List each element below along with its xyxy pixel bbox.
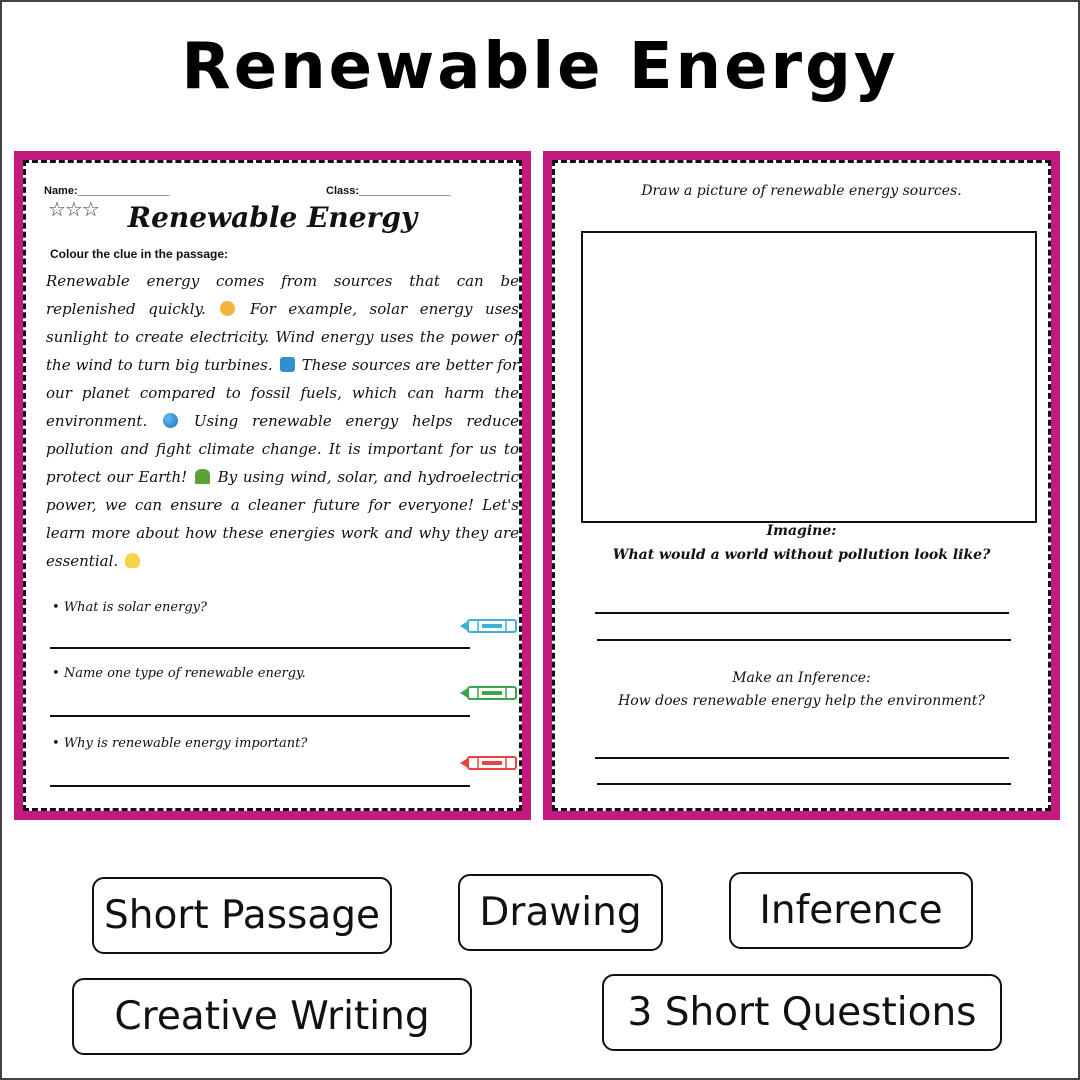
- writing-line[interactable]: [597, 639, 1011, 641]
- passage-sentence: Renewable energy comes from sources that can be replenished quickly.: [46, 272, 519, 318]
- reading-passage: [46, 267, 519, 575]
- question-2-text: Name one type of renewable energy.: [63, 666, 306, 681]
- draw-prompt: Draw a picture of renewable energy sources.: [641, 183, 962, 199]
- earth-icon: [163, 413, 178, 428]
- question-1: • What is solar energy?: [52, 600, 207, 615]
- page-inner-border: [552, 160, 1051, 811]
- question-1-text: What is solar energy?: [63, 600, 207, 615]
- passage-sentence: By using wind, solar, and hydroelectric power, we can ensure a cleaner future for everyone! Let's learn more about how these energies work and why they are essential.: [46, 468, 519, 570]
- question-3: • Why is renewable energy important?: [52, 736, 308, 751]
- passage-sentence: These sources are better for our planet compared to fossil fuels, which can harm the environment.: [46, 356, 519, 430]
- writing-line[interactable]: [595, 757, 1009, 759]
- crayon-green-icon: [460, 685, 518, 701]
- worksheet-page-passage: [14, 151, 531, 820]
- answer-line-2[interactable]: [50, 715, 470, 717]
- sun-icon: [220, 301, 235, 316]
- drawing-box[interactable]: [581, 231, 1037, 523]
- imagine-question: What would a world without pollution look like?: [612, 547, 991, 563]
- name-field: Name:_______________: [44, 185, 170, 197]
- tag-short-passage: Short Passage: [92, 877, 392, 954]
- crayon-blue-icon: [460, 618, 518, 634]
- crayon-red-icon: [460, 755, 518, 771]
- inference-label: Make an Inference:: [732, 670, 871, 686]
- seedling-icon: [195, 469, 210, 484]
- star-rating-icon: ☆☆☆: [48, 199, 99, 221]
- tag-inference: Inference: [729, 872, 973, 949]
- question-3-text: Why is renewable energy important?: [63, 736, 308, 751]
- passage-sentence: For example, solar energy uses sunlight to create electricity. Wind energy uses the power of the wind to turn big turbines.: [46, 300, 519, 374]
- writing-line[interactable]: [595, 612, 1009, 614]
- main-title: Renewable Energy: [181, 30, 899, 104]
- instruction-text: Colour the clue in the passage:: [50, 247, 229, 261]
- tag-drawing: Drawing: [458, 874, 663, 951]
- writing-line[interactable]: [597, 783, 1011, 785]
- worksheet-title: Renewable Energy: [127, 201, 418, 234]
- tag-creative-writing: Creative Writing: [72, 978, 472, 1055]
- answer-line-1[interactable]: [50, 647, 470, 649]
- tag-short-questions: 3 Short Questions: [602, 974, 1002, 1051]
- lightbulb-icon: [125, 553, 140, 568]
- question-2: • Name one type of renewable energy.: [52, 666, 306, 681]
- page-inner-border: [23, 160, 522, 811]
- passage-sentence: Using renewable energy helps reduce pollution and fight climate change. It is important for us to protect our Earth!: [46, 412, 519, 486]
- inference-question: How does renewable energy help the environment?: [618, 693, 985, 709]
- worksheet-page-activities: [543, 151, 1060, 820]
- imagine-label: Imagine:: [766, 523, 837, 539]
- wind-icon: [280, 357, 295, 372]
- answer-line-3[interactable]: [50, 785, 470, 787]
- class-field: Class:_______________: [326, 185, 451, 197]
